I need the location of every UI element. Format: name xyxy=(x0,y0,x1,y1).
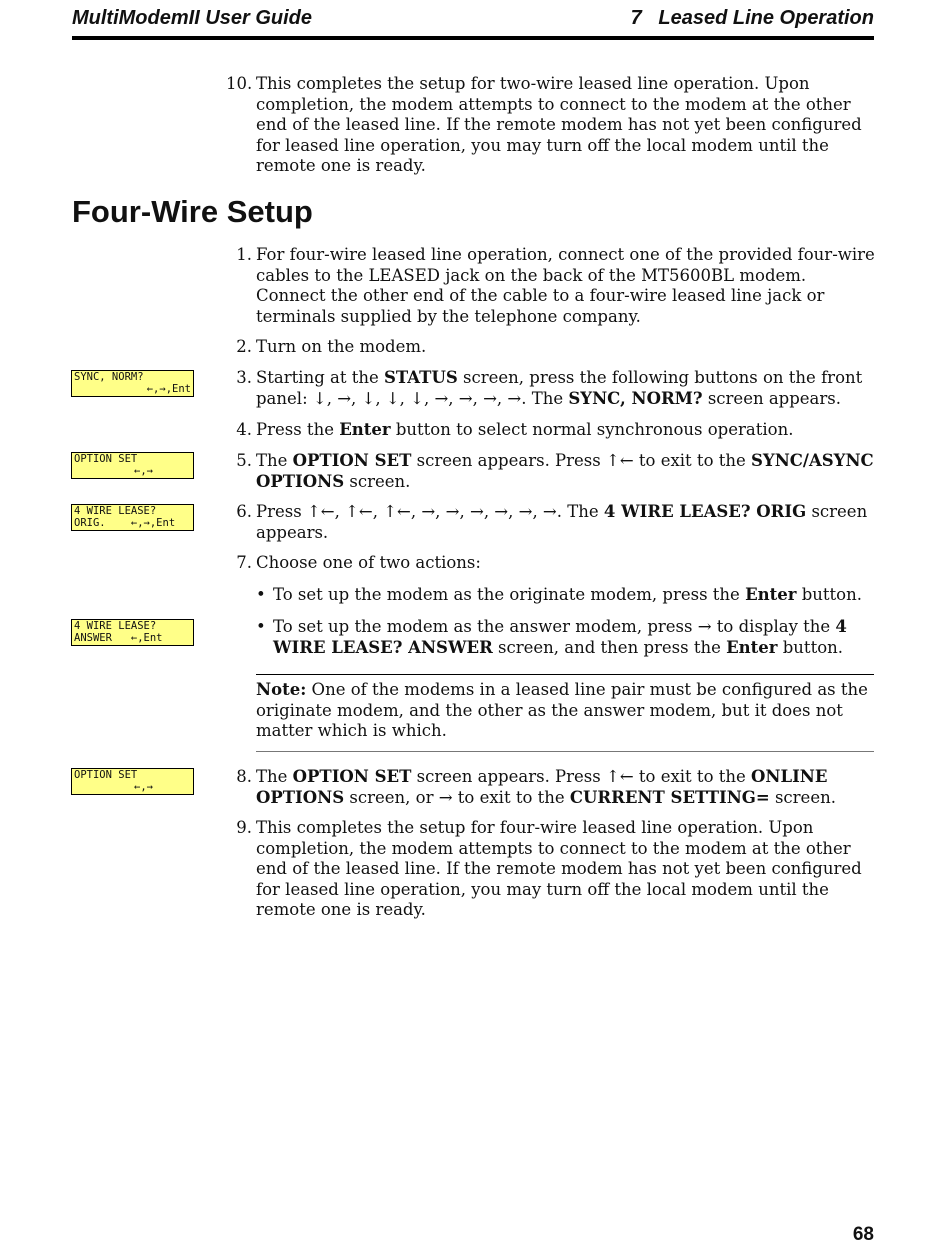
step-text: The OPTION SET screen appears. Press ↑← to exit to the SYNC/ASYNC OPTIONS screen. xyxy=(256,451,874,491)
lcd-line-2: ←,→,Ent xyxy=(146,382,191,395)
step-text: For four-wire leased line operation, connect one of the provided four-wire cables to the LEASED jack on the back of the MT5600BL modem. Connect the other end of the cable to a four-wire leased line jack or terminals supplied by the telephone company. xyxy=(256,245,875,326)
lcd-line-1: 4 WIRE LEASE? xyxy=(74,505,157,517)
step-number: 8. xyxy=(236,767,252,786)
note-label: Note: xyxy=(256,680,307,699)
header-chapter-title: 7 Leased Line Operation xyxy=(630,7,874,29)
arrow-keys-sequence: ↓, →, ↓, ↓, ↓, →, →, →, → xyxy=(312,388,522,408)
lcd-sync-norm xyxy=(71,370,194,397)
note-box xyxy=(256,674,874,752)
bullet-text: To set up the modem as the originate modem, press the Enter button. xyxy=(273,585,862,604)
right-arrow-key: → xyxy=(697,617,712,636)
lcd-line-2: ANSWER ←,Ent xyxy=(74,631,163,644)
up-left-arrow-key: ↑← xyxy=(606,451,634,470)
step-text: Press ↑←, ↑←, ↑←, →, →, →, →, →, →. The 4 WIRE LEASE? ORIG screen appears. xyxy=(256,502,868,542)
lcd-line-1: 4 WIRE LEASE? xyxy=(74,620,157,632)
page-header xyxy=(72,4,874,40)
lcd-line-1: OPTION SET xyxy=(74,769,138,781)
step-text: The OPTION SET screen appears. Press ↑← to exit to the ONLINE OPTIONS screen, or → to exit to the CURRENT SETTING= screen. xyxy=(256,767,836,807)
up-left-arrow-key: ↑← xyxy=(606,767,634,786)
step-text: This completes the setup for four-wire leased line operation. Upon completion, the modem attempts to connect to the modem at the other end of the leased line. If the remote modem has not yet been configured for leased line operation, you may turn off the local modem until the remote one is ready. xyxy=(256,818,862,919)
lcd-4-wire-lease-answer xyxy=(71,619,194,646)
bullet-dot-icon: • xyxy=(256,617,266,636)
lcd-4-wire-lease-orig xyxy=(71,504,194,531)
step-number: 1. xyxy=(236,245,252,264)
step-number: 4. xyxy=(236,420,252,439)
step-text: Press the Enter button to select normal synchronous operation. xyxy=(256,420,794,439)
page-number: 68 xyxy=(852,1224,874,1245)
bullet-dot-icon: • xyxy=(256,585,266,604)
step-number: 3. xyxy=(236,368,252,387)
lcd-line-2: ←,→ xyxy=(134,780,153,793)
lcd-option-set xyxy=(71,452,194,479)
step-text: This completes the setup for two-wire leased line operation. Upon completion, the modem attempts to connect to the modem at the other end of the leased line. If the remote modem has not yet been configured for leased line operation, you may turn off the local modem until the remote one is ready. xyxy=(256,74,862,175)
lcd-line-2: ←,→ xyxy=(134,464,153,477)
step-number: 5. xyxy=(236,451,252,470)
lcd-line-2: ORIG. ←,→,Ent xyxy=(74,516,176,529)
step-number: 6. xyxy=(236,502,252,521)
step-number: 9. xyxy=(236,818,252,837)
lcd-line-1: SYNC, NORM? xyxy=(74,371,144,383)
step-number: 10. xyxy=(226,74,253,93)
note-text: One of the modems in a leased line pair must be configured as the originate modem, and the other as the answer modem, but it does not matter which is which. xyxy=(256,680,868,740)
lcd-option-set-2 xyxy=(71,768,194,795)
lcd-line-1: OPTION SET xyxy=(74,453,138,465)
header-doc-title: MultiModemII User Guide xyxy=(72,7,313,29)
step-number: 2. xyxy=(236,337,252,356)
arrow-keys-sequence: ↑←, ↑←, ↑←, →, →, →, →, →, → xyxy=(306,502,557,521)
step-number: 7. xyxy=(236,553,252,572)
section-title: Four-Wire Setup xyxy=(72,194,313,229)
step-text: Starting at the STATUS screen, press the following buttons on the front panel: ↓, →, ↓, ↓, ↓, →, →, →, →. The SYNC, NORM? screen appears. xyxy=(256,368,863,408)
step-text: Choose one of two actions: xyxy=(256,553,481,572)
right-arrow-key: → xyxy=(438,787,453,807)
bullet-text: To set up the modem as the answer modem, press → to display the 4 WIRE LEASE? ANSWER screen, and then press the Enter button. xyxy=(273,617,847,657)
step-text: Turn on the modem. xyxy=(256,337,427,356)
